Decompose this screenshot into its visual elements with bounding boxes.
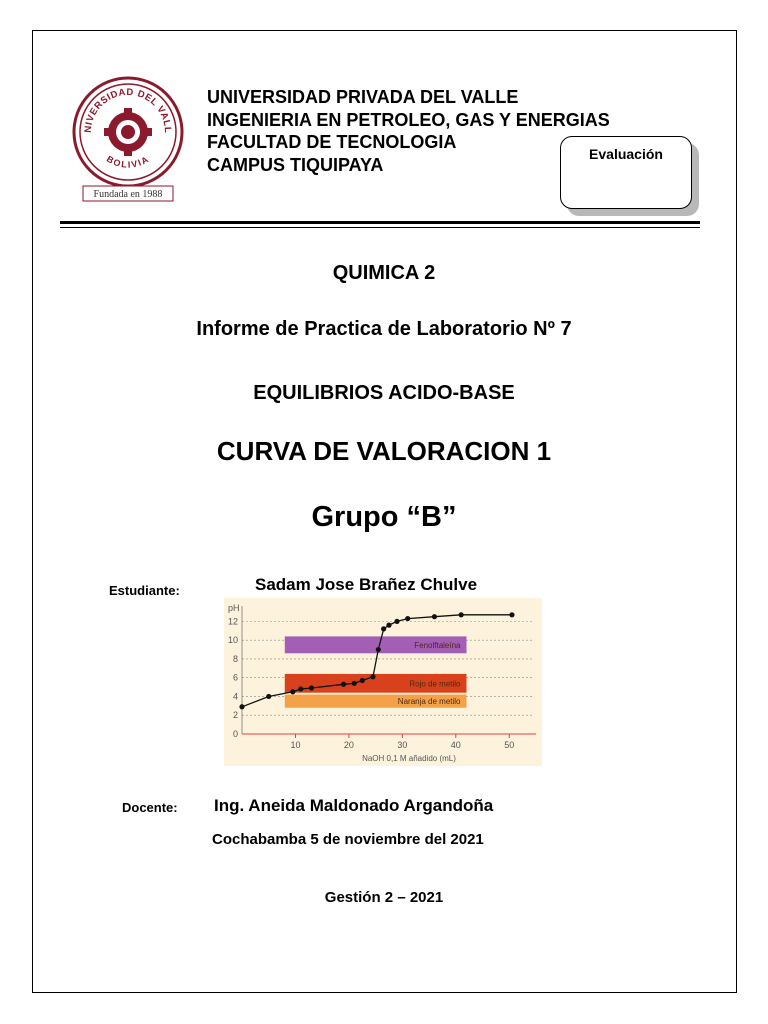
data-point — [405, 616, 410, 621]
course-title: QUIMICA 2 — [332, 262, 436, 284]
group-title: Grupo “B” — [311, 501, 457, 533]
chart-x-tick-label: 40 — [450, 740, 461, 750]
student-name: Sadam Jose Brañez Chulve — [255, 575, 478, 594]
chart-y-axis-label: pH — [228, 603, 240, 613]
chart-y-tick-label: 8 — [232, 653, 238, 664]
teacher-name: Ing. Aneida Maldonado Argandoña — [214, 796, 494, 815]
data-point — [386, 623, 391, 628]
indicator-band-label: Naranja de metilo — [397, 697, 461, 707]
place-date: Cochabamba 5 de noviembre del 2021 — [212, 831, 484, 848]
data-point — [309, 685, 314, 690]
gestion-label: Gestión 2 – 2021 — [324, 889, 444, 906]
institution-line: INGENIERIA EN PETROLEO, GAS Y ENERGIAS — [207, 109, 610, 130]
data-point — [370, 674, 375, 679]
data-point — [459, 612, 464, 617]
chart-x-tick-label: 30 — [397, 740, 408, 750]
indicator-band-label: Rojo de metilo — [409, 679, 461, 689]
chart-x-axis-label: NaOH 0,1 M añadido (mL) — [362, 754, 456, 763]
data-point — [298, 686, 303, 691]
seal-founded-text: Fundada en 1988 — [93, 189, 163, 200]
data-point — [360, 678, 365, 683]
institution-line: UNIVERSIDAD PRIVADA DEL VALLE — [207, 87, 519, 107]
data-point — [509, 612, 514, 617]
chart-y-tick-label: 2 — [232, 710, 238, 721]
university-logo — [72, 73, 184, 205]
chart-x-tick-label: 20 — [343, 740, 354, 750]
teacher-label: Docente: — [122, 800, 178, 815]
data-point — [266, 694, 271, 699]
chart-y-tick-label: 0 — [232, 729, 238, 739]
institution-line: FACULTAD DE TECNOLOGIA — [207, 132, 457, 152]
student-label: Estudiante: — [109, 583, 180, 598]
data-point — [376, 647, 381, 652]
chart-y-tick-label: 6 — [232, 672, 238, 683]
topic-title: EQUILIBRIOS ACIDO-BASE — [253, 382, 515, 404]
chart-x-tick-label: 50 — [504, 740, 515, 750]
seal-arc-text: NIVERSIDAD DEL VALL — [82, 86, 174, 134]
data-point — [381, 626, 386, 631]
header-divider — [60, 221, 700, 224]
chart-y-tick-label: 12 — [227, 616, 238, 627]
indicator-band-label: Fenolftaleína — [414, 640, 461, 650]
data-point — [239, 704, 244, 709]
data-point — [290, 689, 295, 694]
chart-y-tick-label: 10 — [227, 635, 238, 646]
evaluation-label: Evaluación — [589, 146, 663, 162]
evaluation-box — [560, 136, 692, 209]
chart-y-tick-label: 4 — [232, 691, 238, 702]
institution-block — [207, 86, 610, 176]
data-point — [341, 682, 346, 687]
titration-chart — [224, 598, 542, 766]
data-point — [394, 619, 399, 624]
university-seal — [72, 73, 184, 205]
data-point — [352, 681, 357, 686]
main-title: CURVA DE VALORACION 1 — [216, 436, 552, 466]
titration-chart-svg — [224, 598, 542, 766]
chart-x-tick-label: 10 — [290, 740, 301, 750]
seal-country-text: BOLIVIA — [104, 153, 152, 170]
header-divider-thin — [60, 227, 700, 228]
data-point — [432, 614, 437, 619]
institution-line: CAMPUS TIQUIPAYA — [207, 154, 384, 175]
report-title: Informe de Practica de Laboratorio Nº 7 — [196, 318, 572, 340]
